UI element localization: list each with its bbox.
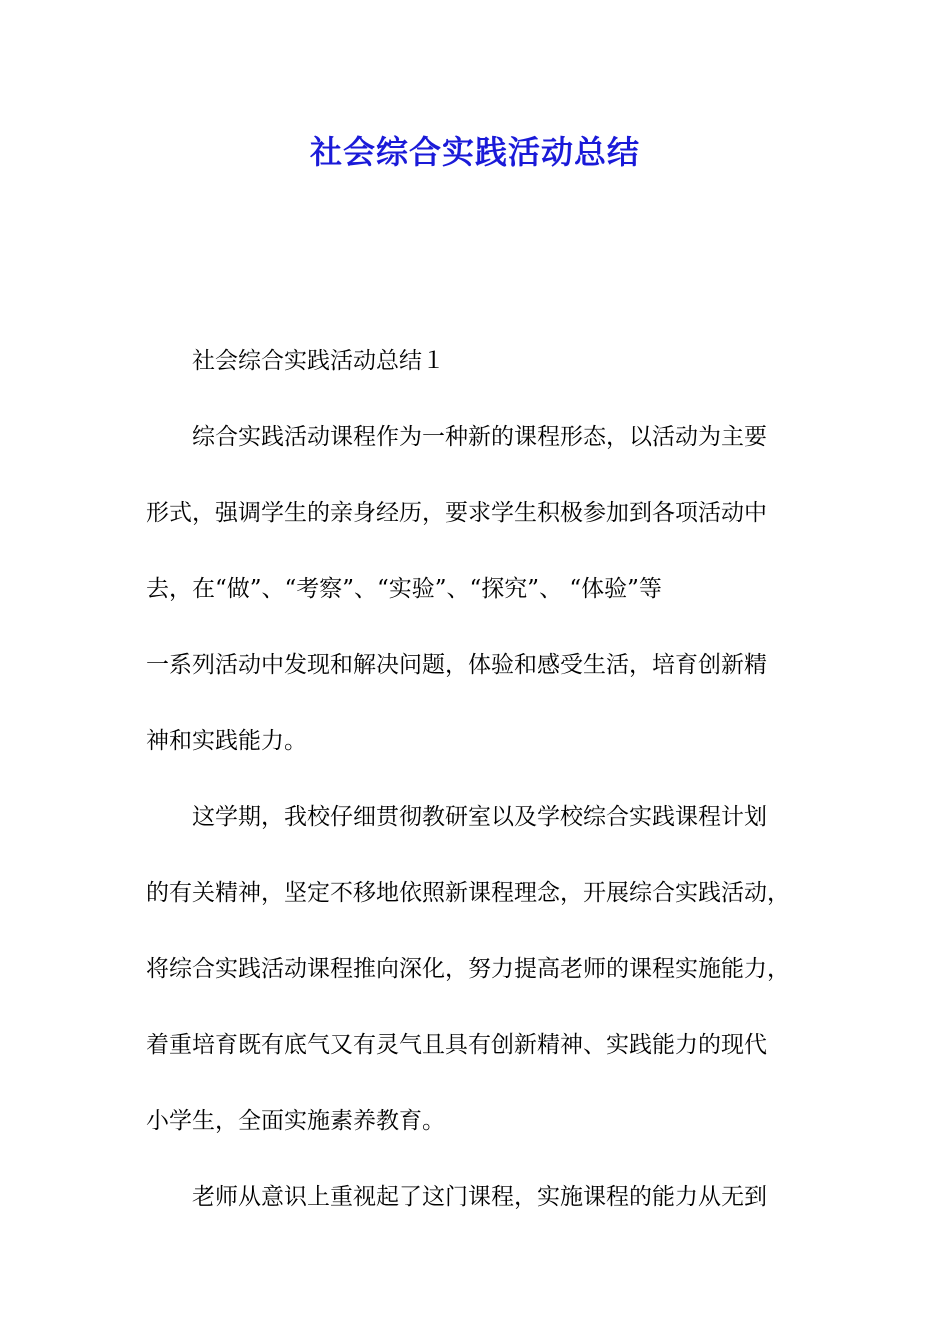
paragraph-line: 去，在“做”、“考察”、“实验”、“探究”、 “体验”等 [146, 576, 662, 602]
paragraph-line: 老师从意识上重视起了这门课程，实施课程的能力从无到 [192, 1184, 767, 1210]
paragraph-line: 形式，强调学生的亲身经历，要求学生积极参加到各项活动中 [146, 500, 767, 526]
paragraph-line: 着重培育既有底气又有灵气且具有创新精神、实践能力的现代 [146, 1032, 767, 1058]
paragraph-line: 一系列活动中发现和解决问题，体验和感受生活，培育创新精 [146, 652, 767, 678]
paragraph-2 [146, 792, 822, 1146]
paragraph-line: 神和实践能力。 [146, 728, 307, 754]
paragraph-line: 这学期，我校仔细贯彻教研室以及学校综合实践课程计划 [192, 804, 767, 830]
paragraph-line: 小学生，全面实施素养教育。 [146, 1108, 445, 1134]
paragraph-line: 综合实践活动课程作为一种新的课程形态，以活动为主要 [192, 424, 767, 450]
document-title: 社会综合实践活动总结 [309, 133, 640, 171]
paragraph-3 [146, 1172, 822, 1222]
document-body [146, 336, 822, 1248]
paragraph-1 [146, 412, 822, 766]
paragraph-line: 将综合实践活动课程推向深化，努力提高老师的课程实施能力， [146, 956, 790, 982]
paragraph-line: 的有关精神，坚定不移地依照新课程理念，开展综合实践活动， [146, 880, 790, 906]
section-heading: 社会综合实践活动总结１ [192, 348, 445, 374]
